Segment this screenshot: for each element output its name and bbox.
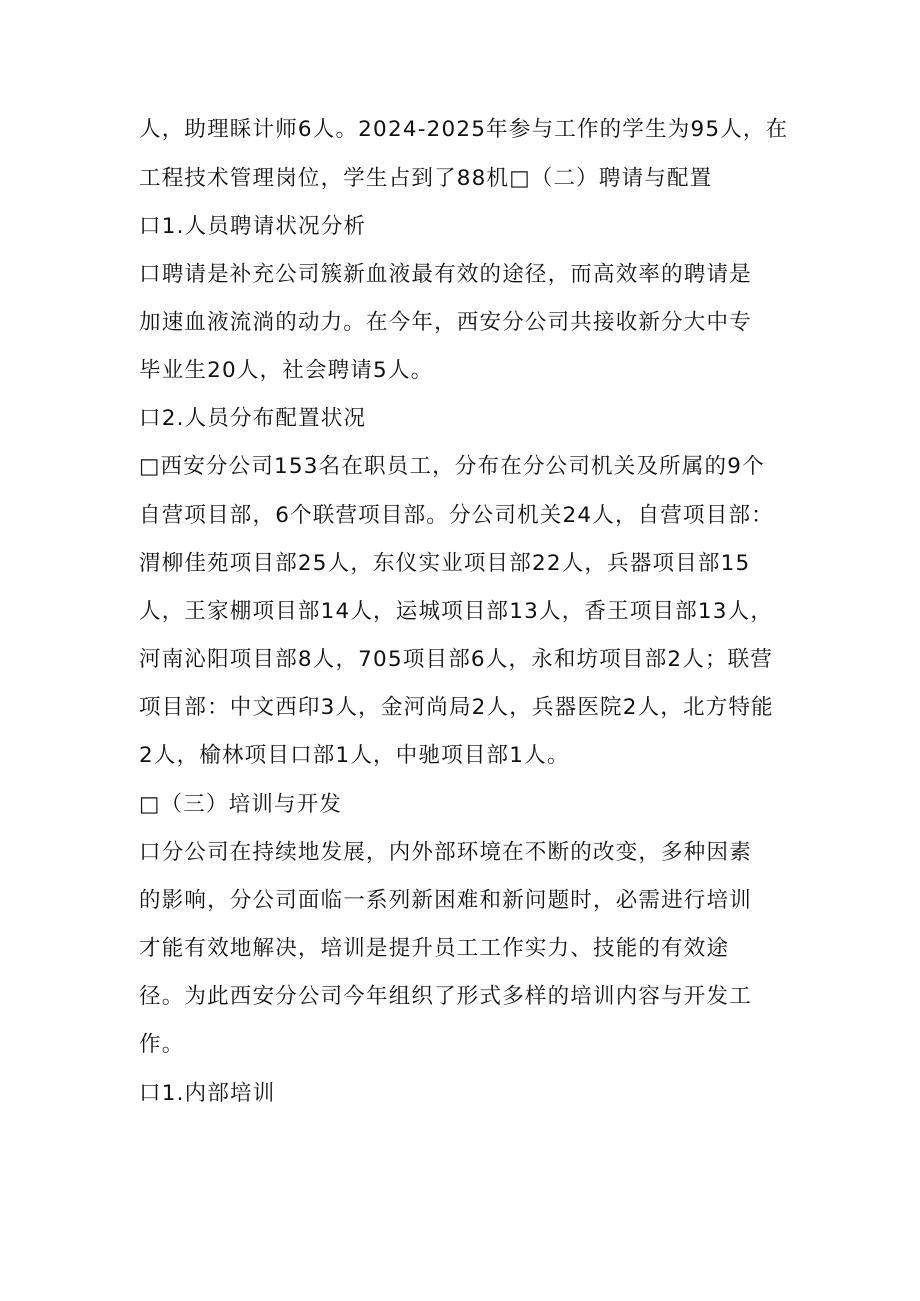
text-line: 口分公司在持续地发展，内外部环境在不断的改变，多种因素 <box>139 840 752 865</box>
text-line: 自营项目部，6个联营项目部。分公司机关24人，自营项目部： <box>139 503 774 528</box>
text-line: 项目部：中文西印3人，金河尚局2人，兵器医院2人，北方特能 <box>139 695 774 720</box>
text-line: 才能有效地解决，培训是提升员工工作实力、技能的有效途 <box>139 936 730 961</box>
section-heading: □（三）培训与开发 <box>139 792 343 817</box>
text-line: 毕业生20人，社会聘请5人。 <box>139 358 434 383</box>
text-line: 人，助理睬计师6人。2024-2025年参与工作的学生为95人，在 <box>139 117 789 142</box>
section-heading: 口2.人员分布配置状况 <box>139 406 367 431</box>
text-line: 工程技术管理岗位，学生占到了88机□（二）聘请与配置 <box>139 166 713 191</box>
text-line: 口聘请是补充公司簇新血液最有效的途径，而高效率的聘请是 <box>139 262 752 287</box>
text-line: 作。 <box>139 1032 185 1057</box>
text-line: 河南沁阳项目部8人，705项目部6人，永和坊项目部2人；联营 <box>139 647 774 672</box>
text-line: □西安分公司153名在职员工，分布在分公司机关及所属的9个 <box>139 454 765 479</box>
text-line: 的影响，分公司面临一系列新困难和新问题时，必需进行培训 <box>139 888 752 913</box>
section-heading: 口1.人员聘请状况分析 <box>139 214 367 239</box>
text-line: 径。为此西安分公司今年组织了形式多样的培训内容与开发工 <box>139 984 752 1009</box>
text-line: 渭柳佳苑项目部25人，东仪实业项目部22人，兵器项目部15 <box>139 551 751 576</box>
section-heading: 口1.内部培训 <box>139 1081 276 1106</box>
text-line: 人，王家棚项目部14人，运城项目部13人，香王项目部13人， <box>139 599 774 624</box>
text-line: 加速血液流淌的动力。在今年，西安分公司共接收新分大中专 <box>139 310 752 335</box>
text-line: 2人，榆林项目口部1人，中驰项目部1人。 <box>139 743 570 768</box>
